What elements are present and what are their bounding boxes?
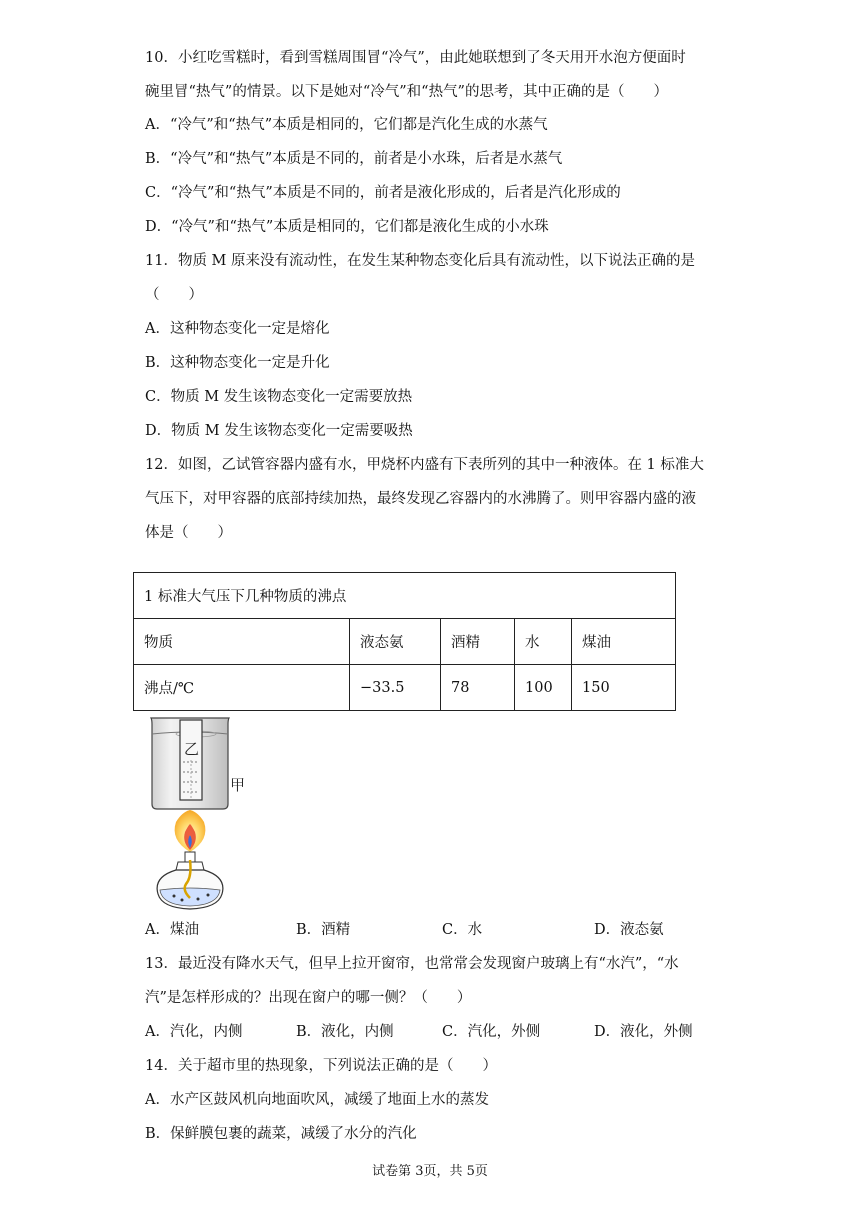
table-cell: 150 — [572, 665, 676, 711]
q12-option-a: A．煤油 — [145, 922, 199, 938]
page-footer: 试卷第 3页，共 5页 — [372, 1164, 488, 1179]
q12-stem-line1: 12．如图，乙试管容器内盛有水，甲烧杯内盛有下表所列的其中一种液体。在 1 标准大 — [145, 457, 704, 473]
table-cell: 78 — [441, 665, 515, 711]
test-tube-label: 乙 — [184, 740, 200, 758]
q10-option-a: A．“冷气”和“热气”本质是相同的，它们都是汽化生成的水蒸气 — [145, 117, 548, 133]
q11-stem-line2: （ ） — [145, 287, 203, 303]
table-cell: −33.5 — [350, 665, 441, 711]
q11-option-b: B．这种物态变化一定是升化 — [145, 355, 330, 371]
flame — [175, 810, 206, 852]
q12-option-c: C．水 — [442, 922, 483, 938]
q10-option-c: C．“冷气”和“热气”本质是不同的，前者是液化形成的，后者是汽化形成的 — [145, 185, 621, 201]
q13-option-b: B．液化，内侧 — [296, 1024, 394, 1040]
table-cell: 沸点/℃ — [134, 665, 350, 711]
q11-option-c: C．物质 M 发生该物态变化一定需要放热 — [145, 389, 413, 405]
q14-option-b: B．保鲜膜包裹的蔬菜，减缓了水分的汽化 — [145, 1126, 417, 1142]
q11-stem-line1: 11．物质 M 原来没有流动性，在发生某种物态变化后具有流动性，以下说法正确的是 — [145, 253, 696, 269]
q12-option-d: D．液态氨 — [594, 922, 664, 938]
q13-stem-line1: 13．最近没有降水天气，但早上拉开窗帘，也常常会发现窗户玻璃上有“水汽”，“水 — [145, 956, 679, 972]
beaker-label: 甲 — [230, 776, 246, 794]
q12-option-b: B．酒精 — [296, 922, 351, 938]
table-cell: 煤油 — [572, 619, 676, 665]
table-row — [134, 665, 676, 711]
q14-stem-line1: 14．关于超市里的热现象，下列说法正确的是（ ） — [145, 1058, 497, 1074]
alcohol-lamp — [157, 852, 223, 909]
table-cell: 水 — [515, 619, 572, 665]
q10-option-b: B．“冷气”和“热气”本质是不同的，前者是小水珠，后者是水蒸气 — [145, 151, 563, 167]
q12-stem-line3: 体是（ ） — [145, 525, 232, 541]
table-row — [134, 619, 676, 665]
table-caption-row — [134, 573, 676, 619]
q10-stem-line2: 碗里冒“热气”的情景。以下是她对“冷气”和“热气”的思考，其中正确的是（ ） — [145, 84, 668, 100]
beaker-apparatus-figure — [148, 712, 258, 912]
table-cell: 物质 — [134, 619, 350, 665]
q13-options — [145, 1022, 745, 1042]
test-tube — [180, 720, 202, 800]
q12-options — [145, 920, 745, 940]
q14-option-a: A．水产区鼓风机向地面吹风，减缓了地面上水的蒸发 — [145, 1092, 489, 1108]
q12-stem-line2: 气压下，对甲容器的底部持续加热，最终发现乙容器内的水沸腾了。则甲容器内盛的液 — [145, 491, 696, 507]
q11-option-d: D．物质 M 发生该物态变化一定需要吸热 — [145, 423, 413, 439]
q10-stem-line1: 10．小红吃雪糕时，看到雪糕周围冒“冷气”，由此她联想到了冬天用开水泡方便面时 — [145, 50, 686, 66]
table-cell: 100 — [515, 665, 572, 711]
q13-stem-line2: 汽”是怎样形成的？出现在窗户的哪一侧？（ ） — [145, 990, 472, 1006]
table-cell: 酒精 — [441, 619, 515, 665]
table-caption: 1 标准大气压下几种物质的沸点 — [134, 573, 676, 619]
q10-option-d: D．“冷气”和“热气”本质是相同的，它们都是液化生成的小水珠 — [145, 219, 549, 235]
q11-option-a: A．这种物态变化一定是熔化 — [145, 321, 330, 337]
q13-option-a: A．汽化，内侧 — [145, 1024, 243, 1040]
q13-option-c: C．汽化，外侧 — [442, 1024, 541, 1040]
table-cell: 液态氨 — [350, 619, 441, 665]
boiling-point-table — [133, 572, 676, 711]
q13-option-d: D．液化，外侧 — [594, 1024, 693, 1040]
